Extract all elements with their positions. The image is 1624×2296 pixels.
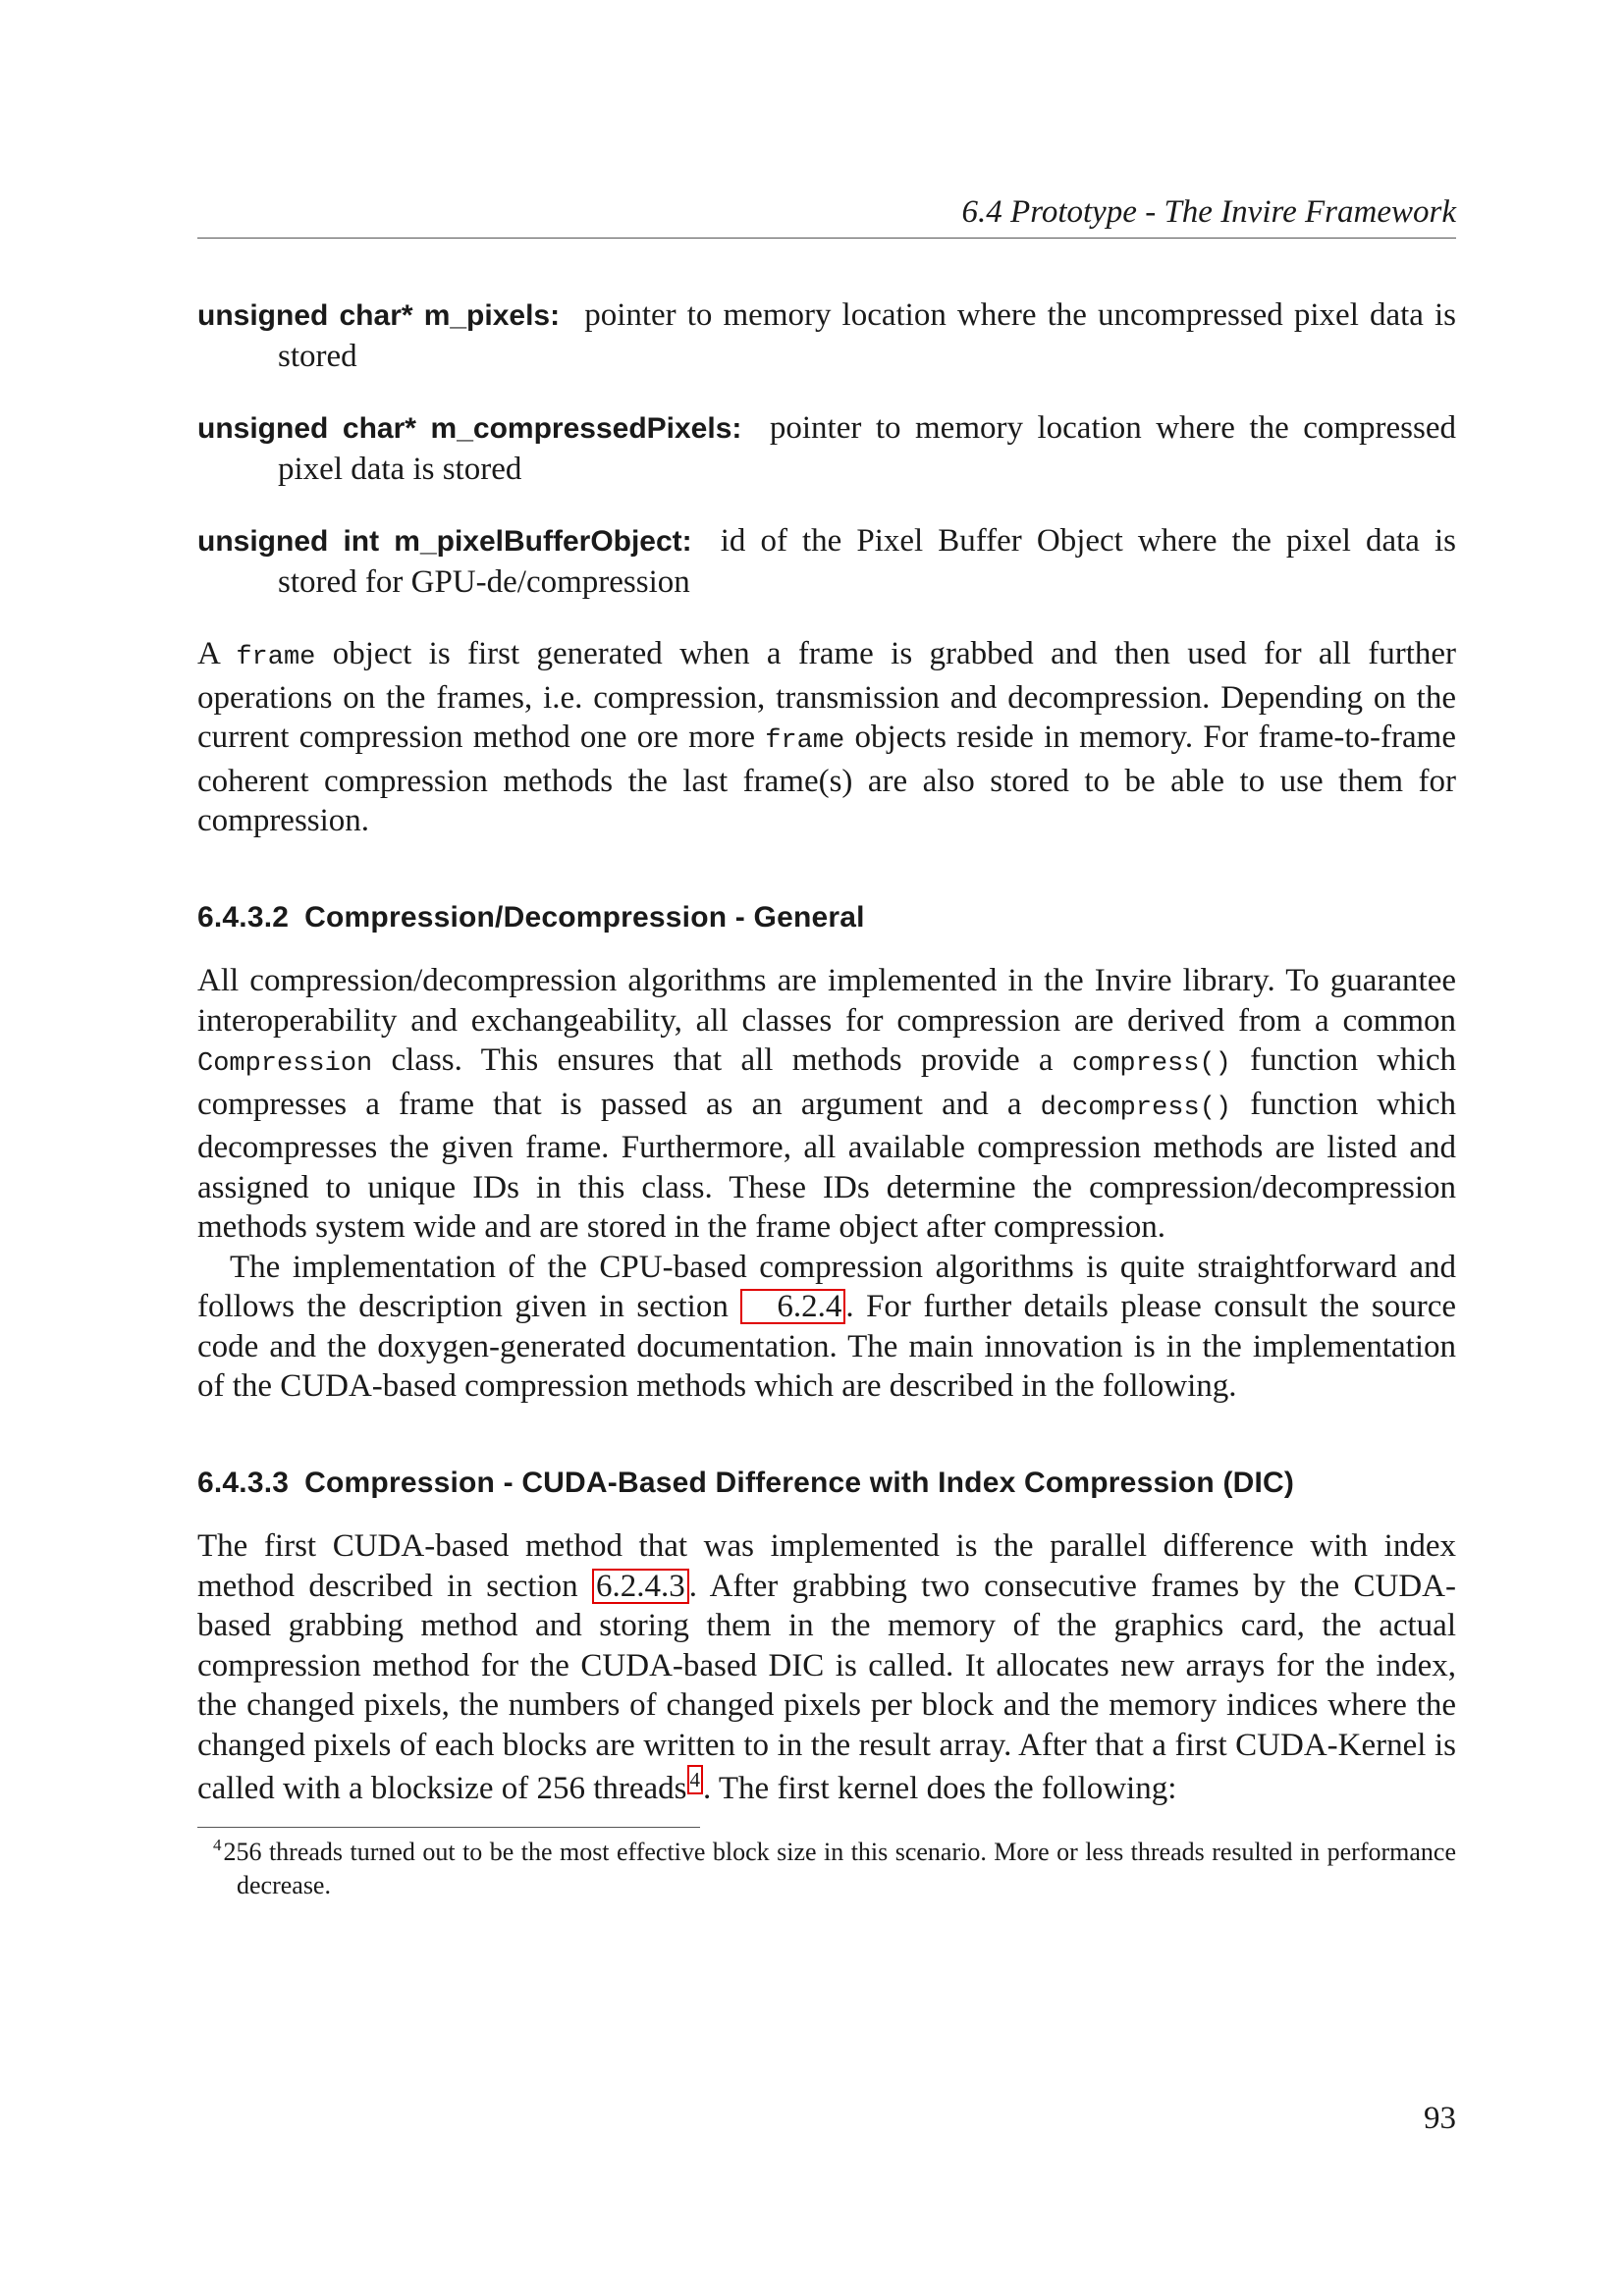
running-header: [197, 187, 1456, 239]
page-number: 93: [1424, 2101, 1456, 2136]
paragraph-dic-method: The first CUDA-based method that was implemented is the parallel difference with index method described in section 6.2.4.3 . After grabbing two consecutive frames by the CUDA-based grabbing method and storing them in the memory of the graphics card, the actual compression method for the CUDA-based DIC is called. It allocates new arrays for the index, the changed pixels, the numbers of changed pixels per block and the memory indices where the changed pixels of each blocks are written to in the result array. After that a first CUDA-Kernel is called with a blocksize of 256 threads $^4$. The first kernel does the following:: [197, 1528, 1456, 1806]
definition-item: [197, 521, 1456, 602]
page-content: [197, 187, 1456, 1928]
definition-description: pointer to memory location where the uncompressed pixel data is stored: [278, 297, 1457, 374]
definition-item: [197, 408, 1456, 489]
section-number: 6.4.3.2: [197, 900, 290, 934]
code-compression-class: Compression: [197, 1049, 373, 1079]
code-decompress-function: decompress(): [1040, 1093, 1232, 1123]
definition-description: pointer to memory location where the compressed pixel data is stored: [278, 410, 1456, 487]
footnote-text: 256 threads turned out to be the most effective block size in this scenario. More or less threads resulted in performance decrease.: [223, 1837, 1456, 1899]
footnote-reference-link[interactable]: 4: [687, 1765, 704, 1794]
member-definition-list: [197, 295, 1456, 602]
footnote-mark: 4: [213, 1835, 222, 1854]
paragraph-compression-classes: All compression/decompression algorithms are implemented in the Invire library. To guarantee interoperability and exchangeability, all classes for compression are derived from a common Compression class. This ensures that all methods provide a compress() function which compresses a frame that is passed as an argument and a decompress() function which decompresses the given frame. Furthermore, all available compression methods are listed and assigned to unique IDs in this class. These IDs determine the compression/decompression methods system wide and are stored in the frame object after compression.: [197, 963, 1457, 1245]
section-title: Compression - CUDA-Based Difference with Index Compression (DIC): [304, 1466, 1295, 1499]
frame-object-paragraph: A frame object is first generated when a frame is grabbed and then used for all further operations on the frames, i.e. compression, transmission and decompression. Depending on the current compression method one ore more frame objects reside in memory. For frame-to-frame coherent compression methods the last frame(s) are also stored to be able to use them for compression.: [197, 636, 1457, 838]
section-heading-dic: [197, 1464, 1456, 1504]
footnote: [197, 1836, 1456, 1902]
definition-term: unsigned char* m_pixels:: [197, 299, 561, 332]
section-title: Compression/Decompression - General: [304, 900, 865, 934]
definition-item: [197, 295, 1456, 376]
section-reference-link[interactable]: 6.2.4: [740, 1289, 845, 1324]
footnote-divider: [197, 1827, 700, 1828]
paragraph-cpu-implementation: The implementation of the CPU-based compression algorithms is quite straightforward and follows the description given in section 6.2.4 . For further details please consult the source code and the doxygen-generated documentation. The main innovation is in the implementation of the CUDA-based compression methods which are described in the following.: [197, 1249, 1456, 1404]
code-frame: frame: [236, 643, 316, 672]
definition-term: unsigned int m_pixelBufferObject:: [197, 525, 692, 558]
running-title: 6.4 Prototype - The Invire Framework: [961, 194, 1456, 230]
definition-description: id of the Pixel Buffer Object where the pixel data is stored for GPU-de/compression: [278, 523, 1456, 600]
code-frame: frame: [765, 726, 845, 756]
section-reference-link[interactable]: 6.2.4.3: [592, 1569, 689, 1604]
definition-term: unsigned char* m_compressedPixels:: [197, 412, 742, 445]
section-number: 6.4.3.3: [197, 1466, 290, 1499]
code-compress-function: compress(): [1071, 1049, 1231, 1079]
section-heading-general: [197, 898, 1456, 938]
